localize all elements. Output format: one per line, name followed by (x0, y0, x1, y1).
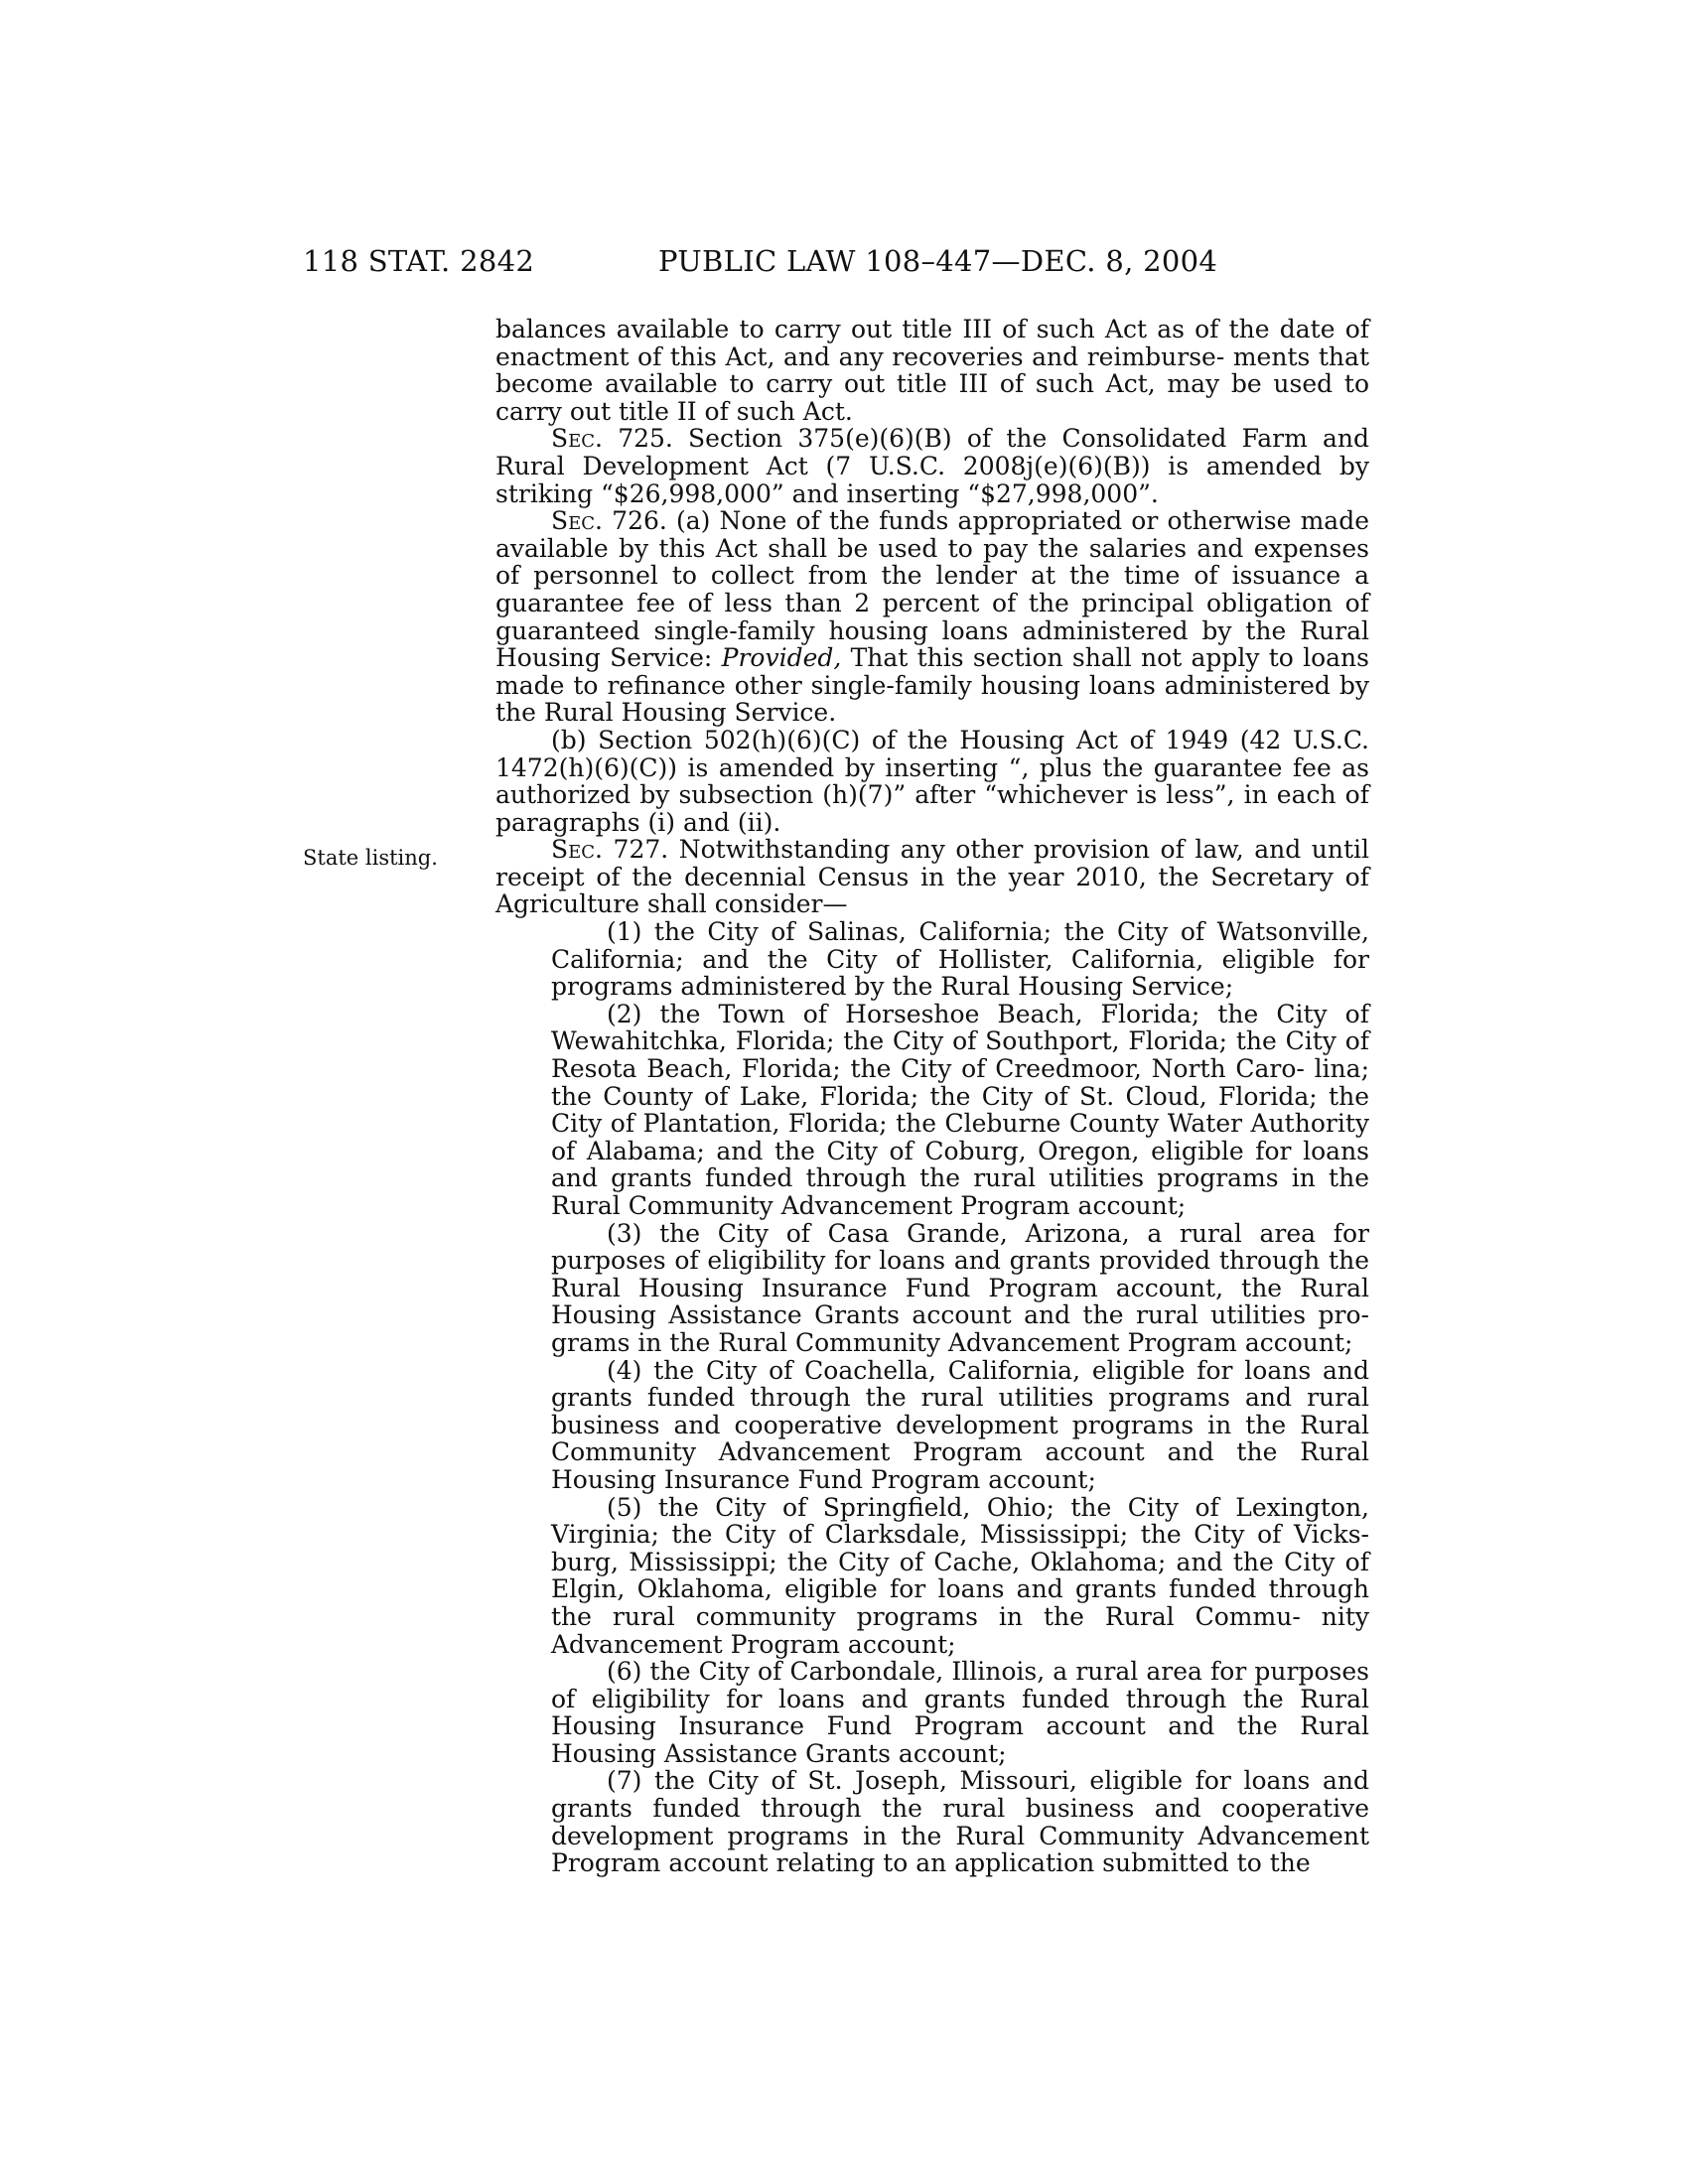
section-label: Sec. (551, 506, 603, 536)
list-item: (4) the City of Coachella, California, eligible for loans and grants funded through the rural utilities programs and rural business and cooperative development programs in the Rural Community Advancement Program account and the Rural Housing Insurance Fund Program account; (551, 1355, 1369, 1494)
section-725-text: 725. Section 375(e)(6)(B) of the Consolidated Farm and Rural Development Act (7 U.S.C. 2008j(e)(6)(B)) is amended by striking “$26,998,000” and inserting “$27,998,000”. (495, 424, 1369, 508)
list-item: (7) the City of St. Joseph, Missouri, eligible for loans and grants funded through the rural business and cooperative development programs in the Rural Community Advancement Program account relating to an application submitted to the (551, 1766, 1369, 1878)
section-726b: (b) Section 502(h)(6)(C) of the Housing Act of 1949 (42 U.S.C. 1472(h)(6)(C)) is amended by inserting “, plus the guarantee fee as authorized by subsection (h)(7)” after “whichever is less”, in each of paragraphs (i) and (ii). (495, 725, 1369, 837)
list-item: (1) the City of Salinas, California; the City of Watsonville, California; and the City of Hollister, California, eligible for programs administered by the Rural Housing Service; (551, 917, 1369, 1002)
stat-page-number: 118 STAT. 2842 (303, 244, 535, 278)
list-item: (2) the Town of Horseshoe Beach, Florida; the City of Wewahitchka, Florida; the City of Southport, Florida; the City of Resota Beach, Florida; the City of Creedmoor, North Caro- lina; the County of Lake, Florida; the City of St. Cloud, Florida; the City of Plantation, Florida; the Cleburne County Water Authority of Alabama; and the City of Coburg, Oregon, eligible for loans and grants funded through the rural utilities programs in the Rural Community Advancement Program account; (551, 999, 1369, 1220)
section-725 (495, 425, 1369, 507)
section-727 (495, 836, 1369, 918)
list-item: (5) the City of Springfield, Ohio; the City of Lexington, Virginia; the City of Clarksdale, Mississippi; the City of Vicks- burg, Mississippi; the City of Cache, Oklahoma; and the City of Elgin, Oklahoma, eligible for loans and grants funded through the rural community programs in the Rural Commu- nity Advancement Program account; (551, 1492, 1369, 1659)
running-title: PUBLIC LAW 108–447—DEC. 8, 2004 (658, 244, 1218, 278)
margin-note: State listing. (303, 846, 438, 870)
section-label: Sec. (551, 835, 603, 865)
list-item: (6) the City of Carbondale, Illinois, a rural area for purposes of eligibility for loans and grants funded through the Rural Housing Insurance Fund Program account and the Rural Housing Assistance Grants account; (551, 1657, 1369, 1768)
section-label: Sec. (551, 424, 603, 454)
list-item: (3) the City of Casa Grande, Arizona, a rural area for purposes of eligibility for loans and grants provided through the Rural Housing Insurance Fund Program account, the Rural Housing Assistance Grants account and the rural utilities pro- grams in the Rural Community Advancement Program account; (551, 1218, 1369, 1357)
section-726a-text: 726. (a) None of the funds appropriated or otherwise made available by this Act shall be used to pay the salaries and expenses of personnel to collect from the lender at the time of issuance a guarantee fee of less than 2 percent of the principal obligation of guaranteed single-family housing loans administered by the Rural Housing Service: (495, 506, 1369, 673)
section-726a-proviso: That this section shall not apply to loans made to refinance other single-family housing loans administered by the Rural Housing Service. (495, 643, 1369, 728)
document-body (495, 316, 1369, 1877)
section-727-text: 727. Notwithstanding any other provision of law, and until receipt of the decennial Census in the year 2010, the Secretary of Agriculture shall consider— (495, 835, 1369, 919)
provided-term: Provided, (721, 643, 842, 673)
section-726a (495, 507, 1369, 727)
continuation-paragraph: balances available to carry out title III of such Act as of the date of enactment of this Act, and any recoveries and reimburse- ments that become available to carry out title III of such Act, may be used to carry out title II of such Act. (495, 315, 1369, 426)
page-header (0, 244, 1688, 288)
